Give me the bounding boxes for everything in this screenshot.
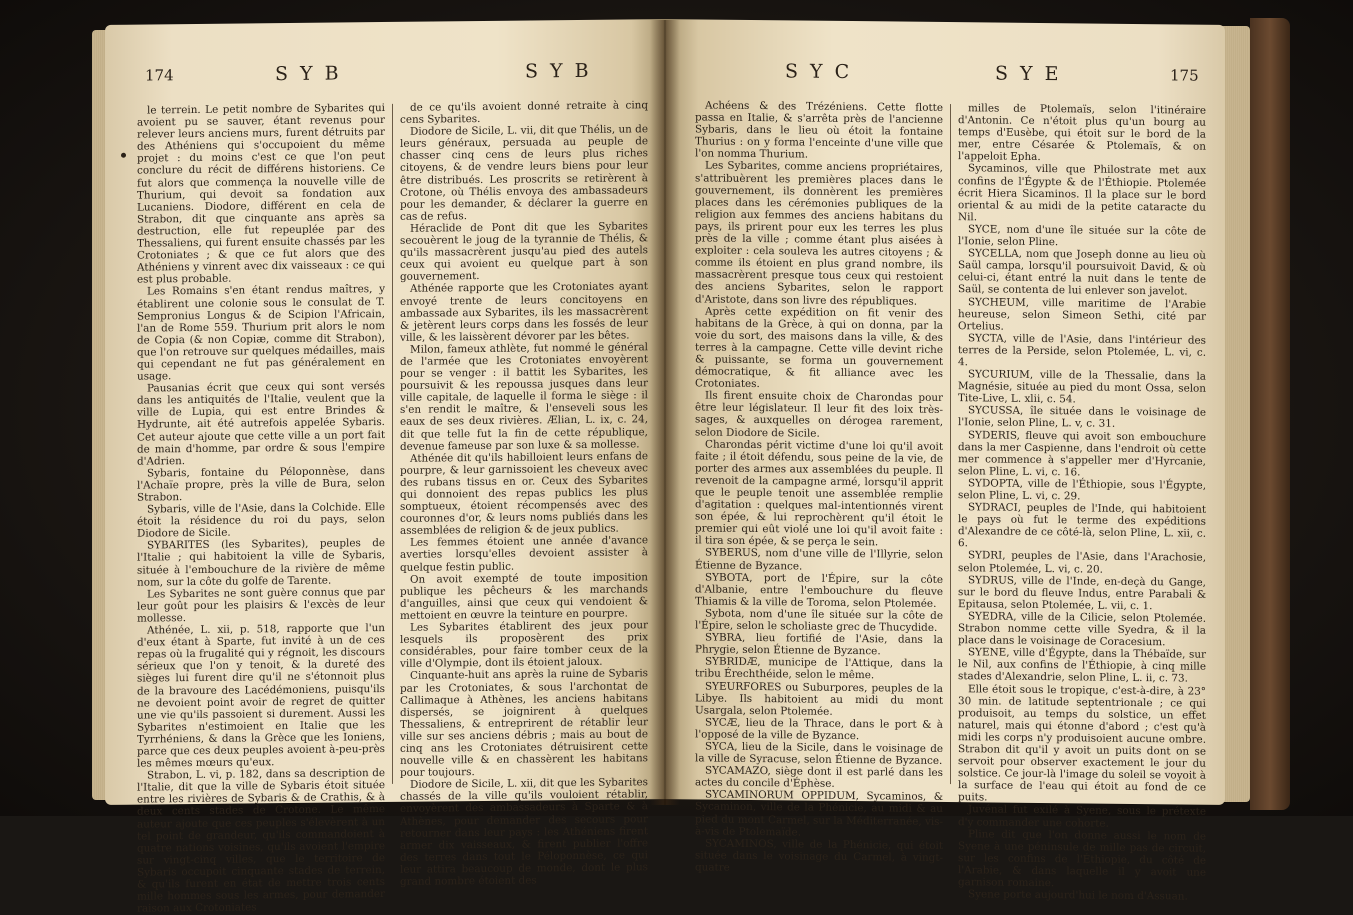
right-page-column-2 — [958, 102, 1206, 903]
book-gutter — [650, 20, 680, 805]
margin-mark — [121, 153, 126, 158]
entry-paragraph: Athénée dit qu'ils habilloient leurs enfans de pourpre, & leur garnissoient les cheveux avec des rubans tissus en or. Ceux des Sybarites qui donnoient des repas publics les plus somptueux, étoient récompensés avec des couronnes d'or, & leurs noms publiés dans les assemblées de religion & de jeux publics. — [400, 449, 648, 538]
entry-paragraph: Juvénal fut exilé à Syene, sous le prétexte d'y commander une cohorte. — [958, 803, 1206, 830]
entry-paragraph: Pausanias écrit que ceux qui sont versés dans les antiquités de l'Italie, veulent que la ville de Lupia, qui est entre Brindes & Hydrunte, ait été autrefois appelée Sybaris. Cet auteur ajoute que cette ville a un port fait de main d'homme, par ordre & sous l'empire d'Adrien. — [137, 380, 385, 468]
entry-paragraph: SYCAMINORUM OPPIDUM, Sycaminos, & Sycaminon, ville de la Phénicie, au midi & au pied du mont Carmel, sur la Méditerranée, vis-à-vis de Ptolemaïde. — [695, 788, 944, 839]
entry-paragraph: Les Sybarites ne sont guère connus que par leur goût pour les plaisirs & l'excès de leur mollesse. — [137, 585, 385, 625]
left-page-column-1 — [137, 102, 385, 915]
entry-paragraph: SYBRA, lieu fortifié de l'Asie, dans la Phrygie, selon Étienne de Byzance. — [695, 631, 943, 658]
entry-paragraph: Pline dit que l'on donne aussi le nom de Syene à une péninsule de mille pas de circuit, sur les confins de l'Éthiopie, du côté de l'Arabie, & dans laquelle il y avoit une garnison romaine. — [958, 827, 1206, 890]
right-page-number: 175 — [1170, 66, 1199, 85]
entry-paragraph: On avoit exempté de toute imposition publique les pêcheurs & les marchands d'anguilles, ainsi que ceux qui vendoient & mettoient en œuvre la teinture en pourpre. — [400, 570, 648, 622]
entry-paragraph: de ce qu'ils avoient donné retraite à cinq cens Sybarites. — [400, 99, 648, 126]
entry-paragraph: SYDRUS, ville de l'Inde, en-deçà du Gange, sur le bord du fleuve Indus, entre Parabali & Epitausa, selon Ptolemée, L. vii, c. 1. — [958, 573, 1206, 613]
entry-paragraph: SYENE, ville d'Égypte, dans la Thébaïde, sur le Nil, aux confins de l'Éthiopie, à cinq mille stades d'Alexandrie, selon Pline, L. ii, c. 73. — [958, 646, 1206, 685]
entry-paragraph: le terrein. Le petit nombre de Sybarites qui avoient pu se sauver, étant revenus pour relever leurs anciens murs, furent détruits par des Athéniens qui s'occupoient du même projet : du moins c'est ce que l'on peut conclure du récit de différens historiens. Ce fut alors que commença la nouvelle ville de Thurium, qui devoit sa fondation aux Lucaniens. Diodore, différent en cela de Strabon, dit que cinquante ans après sa destruction, elle fut repeuplée par des Thessaliens, qui furent ensuite chassés par les Crotoniates ; & que ce fut alors que des Athéniens y vinrent avec dix vaisseaux : ce qui est plus probable. — [137, 102, 385, 286]
entry-paragraph: SYCUSSA, île située dans le voisinage de l'Ionie, selon Pline, L. v, c. 31. — [958, 404, 1206, 431]
entry-paragraph: SYDERIS, fleuve qui avoit son embouchure dans la mer Caspienne, dans l'endroit où cette mer commence à s'appeller mer d'Hyrcanie, selon Pline, L. vi, c. 16. — [958, 428, 1206, 479]
entry-paragraph: Sycaminos, ville que Philostrate met aux confins de l'Égypte & de l'Éthiopie. Ptolemée écrit Hiera Sicaminos. Il la place sur le bord oriental & au midi de la petite cataracte du Nil. — [958, 162, 1206, 224]
entry-paragraph: Les femmes étoient une année d'avance averties lorsqu'elles devoient assister à quelque festin public. — [400, 534, 648, 574]
left-page — [105, 19, 665, 915]
entry-paragraph: milles de Ptolemaïs, selon l'itinéraire d'Antonin. Ce n'étoit plus qu'un bourg au temps d'Eusèbe, qui étoit sur le bord de la mer, entre Césarée & Ptolemaïs, & on l'appeloit Epha. — [958, 102, 1206, 164]
entry-paragraph: SYBOTA, port de l'Épire, sur la côte d'Albanie, entre l'embouchure du fleuve Thiamis & la ville de Toroma, selon Ptolemée. — [695, 571, 943, 610]
entry-paragraph: Sybota, nom d'une île située sur la côte de l'Épire, selon le scholiaste grec de Thucydide. — [695, 607, 943, 634]
entry-paragraph: SYCHEUM, ville maritime de l'Arabie heureuse, selon Simeon Sethi, cité par Ortelius. — [958, 295, 1206, 333]
entry-paragraph: SYDRI, peuples de l'Asie, dans l'Arachosie, selon Ptolemée, L. vi, c. 20. — [958, 549, 1206, 576]
entry-paragraph: SYCAMAZO, siège dont il est parlé dans les actes du concile d'Éphèse. — [695, 764, 943, 791]
entry-paragraph: SYCURIUM, ville de la Thessalie, dans la Magnésie, située au pied du mont Ossa, selon Tite-Live, L. xlii, c. 54. — [958, 368, 1206, 406]
book-cover-edge — [1250, 18, 1290, 810]
left-column-rule — [392, 104, 393, 784]
left-page-header — [105, 59, 665, 95]
entry-paragraph: SYEDRA, ville de la Cilicie, selon Ptolemée. Strabon nomme cette ville Syedra, & il la place dans le voisinage de Coracesium. — [958, 610, 1206, 649]
entry-paragraph: SYCÆ, lieu de la Thrace, dans le port & à l'opposé de la ville de Byzance. — [695, 716, 943, 742]
right-page — [665, 19, 1225, 903]
left-header-left-word: S Y B — [275, 62, 342, 86]
entry-paragraph: Strabon, L. vi, p. 182, dans sa description de l'Italie, dit que la ville de Sybaris étoit située entre les rivières de Sybaris & de Crathis, & à deux cents stades de Crotone. Le même auteur ajoute que ces peuples s'élevèrent à un tel point de grandeur, qu'ils commandoient à quatre nations voisines, qu'ils avoient l'empire sur vingt-cinq villes, que le territoire de Sybaris occupoit cinquante stades de terrein, & qu'ils furent en état de mettre trois cents mille hommes sous les armes, pour demander raison aux Crotoniates — [137, 767, 385, 915]
right-header-left-word: S Y C — [785, 60, 853, 84]
entry-paragraph: SYCELLA, nom que Joseph donne au lieu où Saül campa, lorsqu'il poursuivoit David, & où celui-ci, étant entré la nuit dans le tente de Saül, se contenta de lui enlever son javelot. — [958, 247, 1206, 298]
right-page-header — [665, 59, 1225, 95]
entry-paragraph: Charondas périt victime d'une loi qu'il avoit faite ; il étoit défendu, sous peine de la vie, de porter des armes aux assemblées du peuple. Il revenoit de la campagne armé, lorsqu'il apprit que le peuple tenoit une assemblée remplie d'agitation : quelques mal-intentionnés virent son épée, & lui reprochèrent qu'il étoit le premier qui eût violé une loi qu'il avoit faite : il tira son épée, & se perça le sein. — [695, 438, 943, 549]
entry-paragraph: SYEURFORES ou Suburpores, peuples de la Libye. Ils habitoient au midi du mont Usargala, selon Ptolemée. — [695, 679, 943, 718]
entry-paragraph: Diodore de Sicile, L. vii, dit que Thélis, un de leurs généraux, persuada au peuple de chasser cinq cens de leurs plus riches citoyens, & de vendre leurs biens pour leur être distribués. Les proscrits se retirèrent à Crotone, où Thélis envoya des ambassadeurs pour les demander, & déclarer la guerre en cas de refus. — [400, 123, 648, 223]
entry-paragraph: Après cette expédition on fit venir des habitans de la Grèce, à qui on donna, par la voie du sort, des maisons dans la ville, & des terres à la campagne. Cette ville devint riche & puissante, se forma un gouvernement démocratique, & fit alliance avec les Crotoniates. — [695, 305, 943, 391]
right-header-right-word: S Y E — [995, 62, 1062, 86]
entry-paragraph: SYCAMINOS, ville de la Phénicie, qui étoit située dans le voisinage du Carmel, à vingt-quatre — [695, 837, 943, 874]
entry-paragraph: Sybaris, ville de l'Asie, dans la Colchide. Elle étoit la résidence du roi du pays, selon Diodore de Sicile. — [137, 501, 385, 540]
entry-paragraph: Sybaris, fontaine du Péloponnèse, dans l'Achaïe propre, près la ville de Bura, selon Strabon. — [137, 464, 385, 504]
entry-paragraph: SYCA, lieu de la Sicile, dans le voisinage de la ville de Syracuse, selon Étienne de Byzance. — [695, 740, 943, 768]
entry-paragraph: Syene porte aujourd'hui le nom d'Assuan. — [968, 888, 1188, 903]
entry-paragraph: SYBERUS, nom d'une ville de l'Illyrie, selon Étienne de Byzance. — [695, 546, 943, 573]
entry-paragraph: Les Romains s'en étant rendus maîtres, y établirent une colonie sous le consulat de T. Sempronius Longus & de Scipion l'Africain, l'an de Rome 559. Thurium prit alors le nom de Copia (& non Copiæ, comme dit Strabon), que l'on retrouve sur quelques médailles, mais qui cependant ne fut pas généralement en usage. — [137, 283, 385, 383]
entry-paragraph: SYBARITES (les Sybarites), peuples de l'Italie ; qui habitoient la ville de Sybaris, située à l'embouchure de la rivière de même nom, sur la côte du golfe de Tarente. — [137, 537, 385, 589]
left-header-right-word: S Y B — [525, 59, 592, 83]
entry-paragraph: Athénée rapporte que les Crotoniates ayant envoyé trente de leurs concitoyens en ambassade aux Sybarites, ils les massacrèrent & jetèrent leurs corps dans les fossés de leur ville, & les laissèrent dévorer par les bêtes. — [400, 280, 648, 344]
entry-paragraph: Cinquante-huit ans après la ruine de Sybaris par les Crotoniates, & sous l'archontat de Callimaque à Athènes, les anciens habitans dispersés, se joignirent à quelques Thessaliens, & entreprirent de rétablir leur ville sur ses anciens débris ; mais au bout de cinq ans les Crotoniates détruisirent cette nouvelle ville & en chassèrent les habitans pour toujours. — [400, 667, 648, 779]
entry-paragraph: SYCE, nom d'une île située sur la côte de l'Ionie, selon Pline. — [958, 223, 1206, 249]
entry-paragraph: Les Sybarites établirent des jeux pour lesquels ils proposèrent des prix considérables, pour faire tomber ceux de la ville d'Olympie, dont ils étoient jaloux. — [400, 619, 648, 671]
entry-paragraph: Héraclide de Pont dit que les Sybarites secouèrent le joug de la tyrannie de Thélis, & qu'ils massacrèrent jusqu'au pied des autels ceux qui avoient eu quelque part à son gouvernement. — [400, 220, 648, 284]
entry-paragraph: Athénée, L. xii, p. 518, rapporte que l'un d'eux étant à Sparte, fut invité à un de ces repas où la frugalité qui y régnoit, les discours sérieux que l'on y tenoit, & la dureté des sièges lui furent dire qu'il ne s'étonnoit plus de la bravoure des Lacédémoniens, puisqu'ils ne devoient point avoir de regret de quitter une vie qu'ils passoient si durement. Aussi les Sybarites n'estimoient en Italie que les Tyrrhéniens, & dans la Grèce que les Ioniens, parce que ces deux peuples avoient à-peu-près les mêmes mœurs qu'eux. — [137, 622, 385, 770]
right-page-column-1 — [695, 99, 944, 874]
entry-paragraph: SYCTA, ville de l'Asie, dans l'intérieur des terres de la Perside, selon Ptolemée, L. vi, c. 4. — [958, 332, 1206, 369]
entry-paragraph: SYDRACI, peuples de l'Inde, qui habitoient le pays où fut le terme des expéditions d'Alexandre de ce côté-là, selon Pline, L. xii, c. 6. — [958, 501, 1206, 550]
entry-paragraph: SYBRIDÆ, municipe de l'Attique, dans la tribu Érechthéide, selon le même. — [695, 655, 943, 682]
entry-paragraph: Ils firent ensuite choix de Charondas pour être leur législateur. Il leur fit des loix très-sages, & auxquelles on dérogea rarement, selon Diodore de Sicile. — [695, 389, 943, 440]
entry-paragraph: Milon, fameux athlète, fut nommé le général de l'armée que les Crotoniates envoyèrent pour se venger : il battit les Sybarites, les poursuivit & les repoussa jusques dans leur ville capitale, de laquelle il forma le siège : il s'en rendit le maître, & l'enseveli sous les eaux de ses deux rivières. Ælian, L. ix, c. 24, dit que telle fut la fin de cette république, devenue fameuse par son luxe & sa mollesse. — [400, 341, 648, 453]
entry-paragraph: SYDOPTA, ville de l'Éthiopie, sous l'Égypte, selon Pline, L. vi, c. 29. — [958, 477, 1206, 503]
left-page-column-2 — [400, 99, 648, 888]
left-page-number: 174 — [145, 66, 174, 85]
entry-paragraph: Diodore de Sicile, L. xii, dit que les Sybarites chassés de la ville qu'ils vouloient rétablir, envoyèrent des ambassadeurs à Sparte & à Athènes, pour demander des secours pour retourner dans leur pays : les Athéniens firent armer dix vaisseaux, & firent publier l'offre des terres dans tout le Péloponnèse, ce qui leur attira beaucoup de monde, dont le plus grand nombre étoient des — [400, 776, 648, 888]
right-column-rule — [950, 104, 951, 784]
entry-paragraph: Elle étoit sous le tropique, c'est-à-dire, à 23° 30 min. de latitude septentrionale ; ce qui produisoit, au temps du solstice, un effet naturel, mais qui étonne d'abord ; c'est qu'à midi les corps n'y produisoient aucune ombre. Strabon dit qu'il y avoit un puits dont on se servoit pour observer exactement le jour du solstice. Ce jour-là l'image du soleil se voyoit à la surface de l'eau qui étoit au fond de ce puits. — [958, 682, 1206, 804]
entry-paragraph: Achéens & des Trézéniens. Cette flotte passa en Italie, & s'arrêta près de l'ancienne Sybaris, dans le lieu où étoit la fontaine Thurius : on y forma l'enceinte d'une ville que l'on nomma Thurium. — [695, 99, 943, 161]
entry-paragraph: Les Sybarites, comme anciens propriétaires, s'attribuèrent les premières places dans le gouvernement, ils donnèrent les premières places dans les cérémonies publiques de la religion aux femmes des anciens habitans du pays, ils prirent pour eux les terres les plus près de la ville ; comme étant plus aisées à exploiter : cela souleva les autres citoyens ; & comme ils étoient en plus grand nombre, ils massacrèrent presque tous ceux qui restoient des anciens Sybarites, selon le rapport d'Aristote, dans son livre des républiques. — [695, 159, 943, 308]
